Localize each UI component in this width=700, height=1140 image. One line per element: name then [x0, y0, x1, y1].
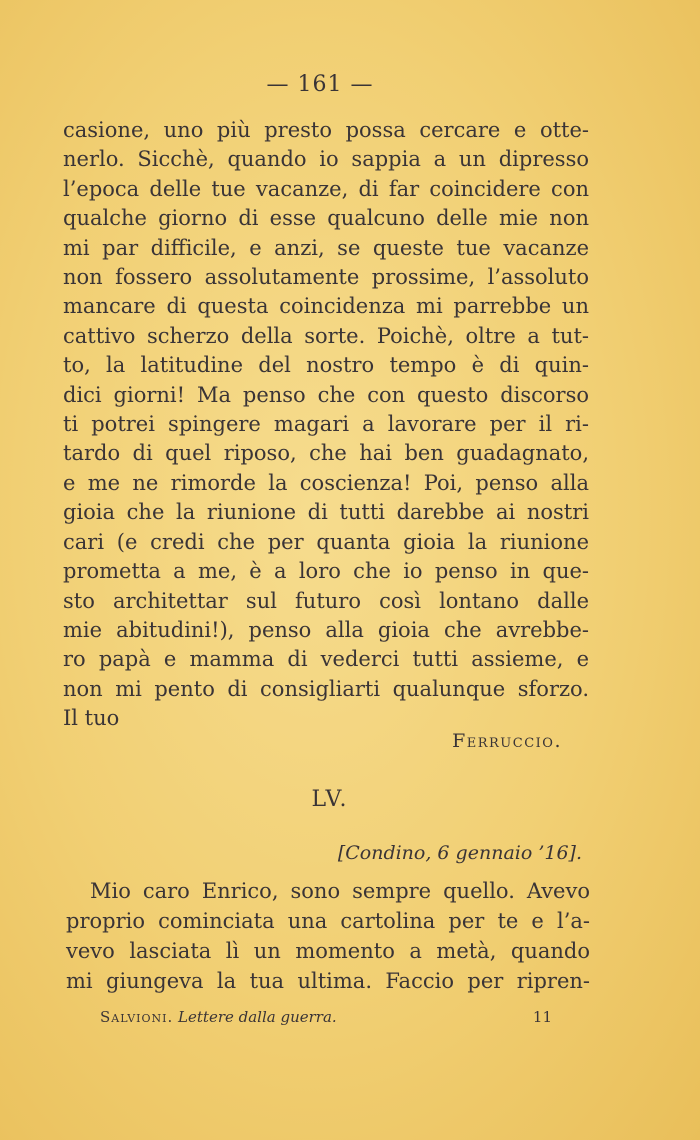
- letter-number-heading: LV.: [311, 787, 349, 812]
- footer-book-ref: [100, 1008, 337, 1026]
- text-line: non mi pento di consigliarti qualunque sforzo.: [63, 676, 589, 701]
- text-line: to, la latitudine del nostro tempo è di quin-: [63, 353, 589, 378]
- text-line: Il tuo: [63, 706, 120, 731]
- text-line: proprio cominciata una cartolina per te e l’a-: [66, 909, 590, 933]
- text-line: ti potrei spingere magari a lavorare per il ri-: [63, 412, 589, 437]
- text-line: prometta a me, è a loro che io penso in que-: [63, 559, 589, 584]
- text-line: cari (e credi che per quanta gioia la riunione: [63, 529, 589, 554]
- text-line: mi giungeva la tua ultima. Faccio per ripren-: [66, 969, 590, 993]
- page-footer: [100, 1008, 552, 1026]
- text-line: e me ne rimorde la coscienza! Poi, penso alla: [63, 470, 589, 495]
- text-line: Mio caro Enrico, sono sempre quello. Avevo: [90, 879, 590, 903]
- text-line: cattivo scherzo della sorte. Poichè, oltre a tut-: [63, 323, 589, 348]
- footer-signature-mark: 11: [532, 1008, 552, 1026]
- text-line: non fossero assolutamente prossime, l’assoluto: [63, 265, 589, 290]
- text-line: sto architettar sul futuro così lontano dalle: [63, 588, 589, 613]
- text-line: mancare di questa coincidenza mi parrebbe un: [63, 294, 589, 319]
- signature: Ferruccio.: [452, 730, 562, 752]
- text-line: nerlo. Sicchè, quando io sappia a un dipresso: [63, 147, 589, 172]
- text-line: casione, uno più presto possa cercare e otte-: [63, 118, 589, 142]
- letter-date: [Condino, 6 gennaio ’16].: [337, 842, 582, 864]
- text-line: dici giorni! Ma penso che con questo discorso: [63, 382, 589, 407]
- footer-title: Lettere dalla guerra.: [178, 1008, 337, 1026]
- text-line: gioia che la riunione di tutti darebbe ai nostri: [63, 500, 589, 525]
- text-line: mie abitudini!), penso alla gioia che avrebbe-: [63, 617, 589, 642]
- text-line: qualche giorno di esse qualcuno delle mie non: [63, 206, 589, 231]
- letter-body-continued: [63, 116, 589, 734]
- text-line: mi par difficile, e anzi, se queste tue vacanze: [63, 235, 589, 260]
- text-line: ro papà e mamma di vederci tutti assieme, e: [63, 647, 589, 672]
- text-line: vevo lasciata lì un momento a metà, quando: [66, 939, 590, 963]
- letter-body: [66, 876, 590, 996]
- text-line: tardo di quel riposo, che hai ben guadagnato,: [63, 441, 589, 466]
- text-line: l’epoca delle tue vacanze, di far coincidere con: [63, 176, 589, 201]
- page-number: — 161 —: [266, 72, 374, 97]
- footer-author: Salvioni.: [100, 1008, 174, 1026]
